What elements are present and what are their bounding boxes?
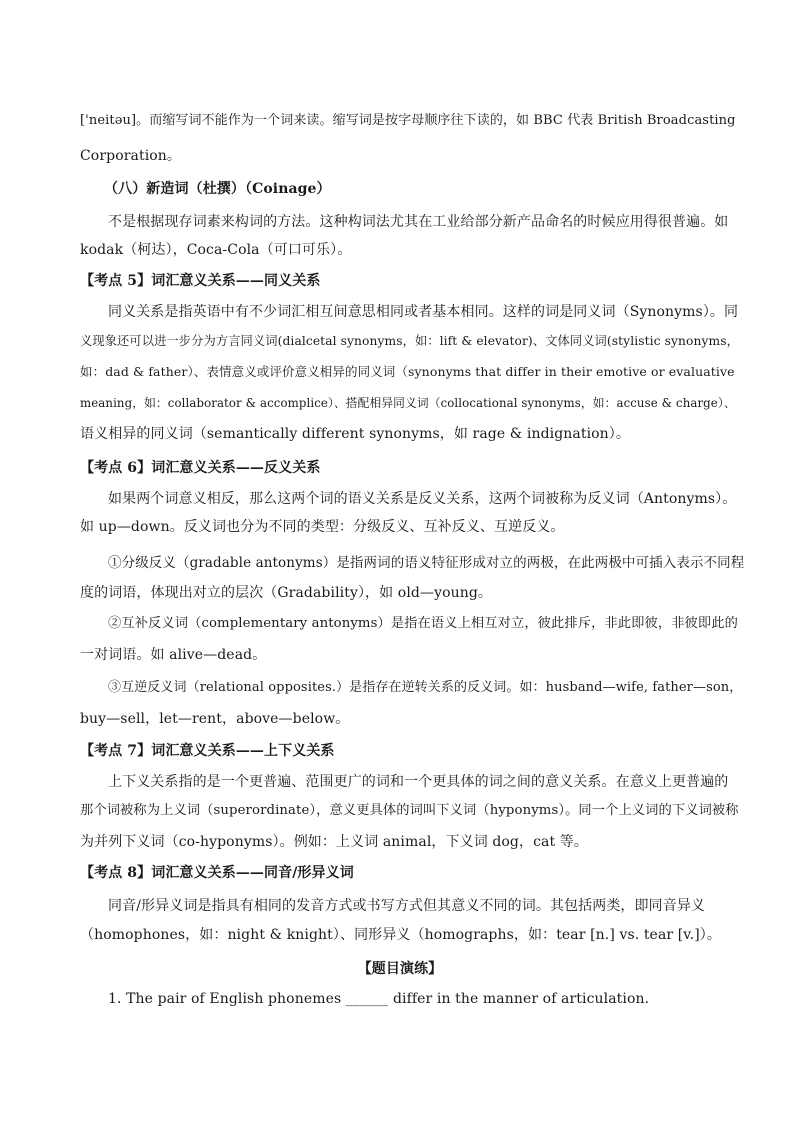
paragraph-line: 如果两个词意义相反，那么这两个词的语义关系是反义关系，这两个词被称为反义词（Antonyms）。: [108, 491, 737, 507]
paragraph-line: ①分级反义（gradable antonyms）是指两词的语义特征形成对立的两极，在此两极中可插入表示不同程: [108, 555, 745, 571]
paragraph-line: 语义相异的同义词（semantically different synonyms，如 rage & indignation）。: [80, 426, 631, 442]
paragraph-line: 义现象还可以进一步分为方言同义词(dialcetal synonyms，如：lift & elevator)、文体同义词(stylistic synonyms，: [80, 334, 739, 348]
paragraph-line: ②互补反义词（complementary antonyms）是指在语义上相互对立，彼此排斥，非此即彼，非彼即此的: [108, 616, 738, 631]
paragraph-line: 如：dad & father）、表情意义或评价意义相异的同义词（synonyms that differ in their emotive or evaluative: [80, 364, 735, 379]
kaodian-8-heading: 【考点 8】词汇意义关系——同音/形异义词: [80, 865, 354, 881]
paragraph-line: 一对词语。如 alive—dead。: [80, 647, 267, 663]
paragraph-line: 同义关系是指英语中有不少词汇相互间意思相同或者基本相同。这样的词是同义词（Synonyms）。同: [108, 304, 739, 320]
paragraph-line: 为并列下义词（co-hyponyms）。例如：上义词 animal，下义词 dog，cat 等。: [80, 834, 588, 850]
paragraph-line: kodak（柯达），Coca-Cola（可口可乐）。: [80, 242, 352, 258]
kaodian-5-heading: 【考点 5】词汇意义关系——同义关系: [80, 273, 321, 289]
paragraph-line: 那个词被称为上义词（superordinate），意义更具体的词叫下义词（hyponyms）。同一个上义词的下义词被称: [80, 803, 739, 818]
question-1: 1. The pair of English phonemes ______ differ in the manner of articulation.: [108, 991, 650, 1007]
exercise-heading: 【题目演练】: [357, 961, 443, 977]
section-heading: （八）新造词（杜撰）（Coinage）: [104, 181, 331, 197]
paragraph-line: 上下义关系指的是一个更普遍、范围更广的词和一个更具体的词之间的意义关系。在意义上更普遍的: [108, 774, 729, 790]
paragraph-line: 不是根据现存词素来构词的方法。这种构词法尤其在工业给部分新产品命名的时候应用得很普遍。如: [108, 214, 729, 230]
paragraph-line: buy—sell，let—rent，above—below。: [80, 711, 350, 727]
paragraph-line: 同音/形异义词是指具有相同的发音方式或书写方式但其意义不同的词。其包括两类，即同音异义: [108, 898, 706, 914]
paragraph-line: meaning，如：collaborator & accomplice）、搭配相异同义词（collocational synonyms，如：accuse & charge）、: [80, 396, 736, 410]
kaodian-6-heading: 【考点 6】词汇意义关系——反义关系: [80, 460, 321, 476]
paragraph-line: 度的词语，体现出对立的层次（Gradability），如 old—young。: [80, 585, 493, 601]
paragraph-line: Corporation。: [80, 148, 182, 164]
paragraph-line: 如 up—down。反义词也分为不同的类型：分级反义、互补反义、互逆反义。: [80, 519, 565, 535]
paragraph-line: ③互逆反义词（relational opposites.）是指存在逆转关系的反义词。如：husband—wife, father—son，: [108, 680, 743, 695]
kaodian-7-heading: 【考点 7】词汇意义关系——上下义关系: [80, 743, 335, 759]
paragraph-line: ['neitəu]。而缩写词不能作为一个词来读。缩写词是按字母顺序往下读的，如 BBC 代表 British Broadcasting: [80, 113, 736, 128]
paragraph-line: （homophones，如：night & knight）、同形异义（homographs，如：tear [n.] vs. tear [v.]）。: [80, 927, 721, 943]
